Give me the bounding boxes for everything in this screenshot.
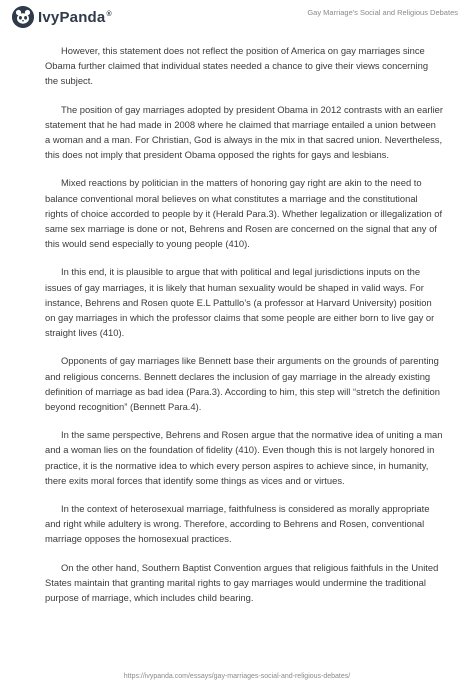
paragraph: On the other hand, Southern Baptist Convention argues that religious faithfuls in the United States maintain that granting marital rights to gay marriages would undermine the traditional purpose of marriage, which includes child bearing. [45, 561, 439, 604]
paragraph: Opponents of gay marriages like Bennett base their arguments on the grounds of parenting and religious concerns. Bennett declares the inclusion of gay marriage in the already existing definition of marriage as bad idea (Para.3). According to him, this step will “stretch the definition beyond recognition” (Bennett Para.4). [45, 355, 440, 413]
ivypanda-logo[interactable] [12, 6, 112, 28]
panda-icon [12, 6, 34, 28]
paragraph: In the same perspective, Behrens and Rosen argue that the normative idea of uniting a man and a woman lies on the foundation of fidelity (410). Even though this is not largely honored in practice, it is the normative idea to which every person aspires to achieve since, in humanity, there exits moral forces that identify some things as vices and or virtues. [45, 429, 443, 486]
essay-body [45, 43, 443, 618]
brand-name: IvyPanda® [38, 8, 112, 26]
source-url-link[interactable]: https://ivypanda.com/essays/gay-marriages-social-and-religious-debates/ [123, 673, 351, 680]
paragraph: In this end, it is plausible to argue that with political and legal jurisdictions inputs on the issues of gay marriages, it is likely that human sexuality would be shaped in valid ways. For instance, Behrens and Rosen quote E.L Pattullo’s (a professor at Harvard University) position on gay marriages in which the professor claims that some people are either born to live gay or straight lives (410). [45, 266, 435, 339]
paragraph: However, this statement does not reflect the position of America on gay marriages since Obama further claimed that individual states needed a chance to give their views concerning the subject. [45, 45, 429, 87]
page-header [0, 0, 474, 34]
paragraph: In the context of heterosexual marriage, faithfulness is considered as morally appropriate and right while adultery is wrong. Therefore, according to Behrens and Rosen, conventional marriage opposes the homosexual practices. [45, 503, 430, 545]
document-title: Gay Marriage's Social and Religious Debates [307, 8, 458, 17]
paragraph: The position of gay marriages adopted by president Obama in 2012 contrasts with an earlier statement that he had made in 2008 where he claimed that marriage entailed a union between a woman and a man. For Christian, God is always in the mix in that sacred union. Nevertheless, this does not imply that president Obama opposed the rights for gays and lesbians. [45, 103, 443, 161]
paragraph: Mixed reactions by politician in the matters of honoring gay right are akin to the need to balance conventional moral believes on what constitutes a marriage and the constitutional rights of choice accorded to people by it (Herald Para.3). Whether legalization or illegalization of same sex marriage is done or not, Behrens and Rosen are concerned on the signal that any of this would send especially to young people (410). [45, 177, 443, 250]
